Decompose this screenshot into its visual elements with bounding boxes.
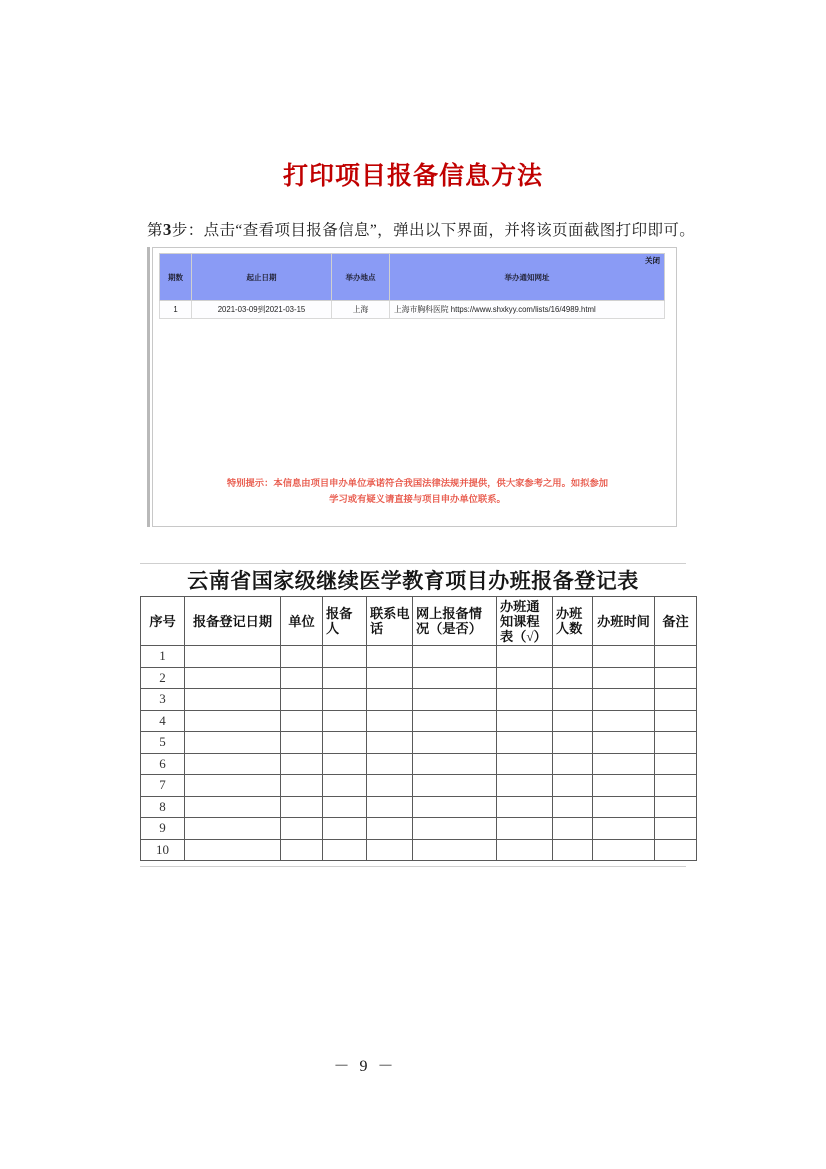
cell-empty[interactable] [413,710,497,732]
cell-period: 1 [160,301,192,319]
column-header-remarks: 备注 [655,597,697,646]
cell-empty[interactable] [553,710,593,732]
cell-empty[interactable] [593,710,655,732]
cell-empty[interactable] [413,646,497,668]
cell-index: 9 [141,818,185,840]
cell-empty[interactable] [323,667,367,689]
cell-empty[interactable] [593,796,655,818]
column-header-unit: 单位 [281,597,323,646]
table-row [141,818,697,840]
cell-empty[interactable] [497,689,553,711]
column-header-phone: 联系电话 [367,597,413,646]
table-row [141,753,697,775]
cell-index: 4 [141,710,185,732]
table-row [141,732,697,754]
screenshot-content [159,253,664,504]
column-header-date-range: 起止日期 [192,254,332,301]
step-prefix: 第 [147,222,163,239]
cell-empty[interactable] [553,689,593,711]
cell-empty[interactable] [367,646,413,668]
notice-lead: 特别提示： [226,478,274,488]
cell-empty[interactable] [367,710,413,732]
cell-date-range: 2021-03-09到2021-03-15 [192,301,332,319]
cell-empty[interactable] [323,753,367,775]
cell-empty[interactable] [185,775,281,797]
cell-empty[interactable] [553,818,593,840]
cell-empty[interactable] [367,732,413,754]
cell-empty[interactable] [553,839,593,861]
cell-empty[interactable] [323,689,367,711]
page-title: 打印项目报备信息方法 [282,162,543,190]
cell-empty[interactable] [323,710,367,732]
cell-empty[interactable] [185,732,281,754]
table-row [141,775,697,797]
cell-empty[interactable] [281,646,323,668]
cell-empty[interactable] [655,753,697,775]
registry-header-row [141,597,697,646]
cell-place: 上海 [332,301,390,319]
project-filing-table [159,253,665,319]
registry-top-rule [140,563,686,564]
step-number: 3 [162,220,172,239]
cell-empty[interactable] [281,796,323,818]
cell-empty[interactable] [367,775,413,797]
cell-empty[interactable] [413,818,497,840]
cell-empty[interactable] [593,775,655,797]
cell-empty[interactable] [185,753,281,775]
close-button[interactable]: 关闭 [645,256,660,265]
cell-empty[interactable] [497,839,553,861]
cell-empty[interactable] [281,732,323,754]
cell-empty[interactable] [281,775,323,797]
cell-empty[interactable] [413,689,497,711]
screenshot-panel [152,247,677,527]
cell-empty[interactable] [655,775,697,797]
registry-bottom-rule [140,866,686,867]
table-row [141,839,697,861]
cell-index: 6 [141,753,185,775]
cell-index: 1 [141,646,185,668]
table-row [141,646,697,668]
table-row [141,710,697,732]
cell-empty[interactable] [281,839,323,861]
cell-empty[interactable] [655,710,697,732]
registry-table [140,596,697,861]
cell-empty[interactable] [323,775,367,797]
panel-left-rule [147,247,150,527]
cell-empty[interactable] [655,732,697,754]
cell-empty[interactable] [367,839,413,861]
step-instruction [147,218,707,243]
cell-empty[interactable] [655,818,697,840]
cell-empty[interactable] [367,796,413,818]
cell-empty[interactable] [367,818,413,840]
cell-empty[interactable] [655,646,697,668]
cell-empty[interactable] [593,646,655,668]
column-header-index: 序号 [141,597,185,646]
cell-empty[interactable] [185,667,281,689]
cell-empty[interactable] [593,667,655,689]
column-header-class-time: 办班时间 [593,597,655,646]
cell-empty[interactable] [281,753,323,775]
cell-empty[interactable] [185,818,281,840]
special-notice [165,475,670,507]
cell-empty[interactable] [497,796,553,818]
column-header-url [390,254,665,301]
cell-empty[interactable] [413,775,497,797]
cell-empty[interactable] [553,796,593,818]
cell-empty[interactable] [655,796,697,818]
column-header-filing-date: 报备登记日期 [185,597,281,646]
cell-empty[interactable] [281,667,323,689]
notice-line-2: 学习或有疑义请直接与项目申办单位联系。 [329,494,506,504]
cell-empty[interactable] [593,689,655,711]
cell-empty[interactable] [593,839,655,861]
table-header-row [160,254,665,301]
cell-empty[interactable] [185,796,281,818]
column-header-notice-schedule: 办班通知课程表（√） [497,597,553,646]
column-header-period: 期数 [160,254,192,301]
cell-empty[interactable] [413,667,497,689]
cell-empty[interactable] [655,839,697,861]
page-number: － 9 － [333,1058,397,1075]
cell-index: 3 [141,689,185,711]
cell-index: 10 [141,839,185,861]
cell-empty[interactable] [497,667,553,689]
cell-empty[interactable] [323,818,367,840]
registry-title: 云南省国家级继续医学教育项目办班报备登记表 [187,569,639,593]
cell-empty[interactable] [497,710,553,732]
notice-line-1: 本信息由项目申办单位承诺符合我国法律法规并提供，供大家参考之用。如拟参加 [273,478,609,488]
cell-empty[interactable] [497,818,553,840]
column-header-url-label: 举办通知网址 [504,272,550,282]
column-header-attendees: 办班人数 [553,597,593,646]
table-row [160,301,665,319]
cell-index: 8 [141,796,185,818]
registry-body [141,646,697,861]
column-header-place: 举办地点 [332,254,390,301]
cell-url[interactable]: 上海市胸科医院 https://www.shxkyy.com/lists/16/4989.html [390,301,665,319]
cell-empty[interactable] [553,753,593,775]
cell-empty[interactable] [655,667,697,689]
cell-empty[interactable] [497,646,553,668]
cell-empty[interactable] [323,796,367,818]
cell-empty[interactable] [281,710,323,732]
cell-empty[interactable] [413,839,497,861]
cell-empty[interactable] [367,753,413,775]
cell-empty[interactable] [497,775,553,797]
cell-empty[interactable] [553,775,593,797]
table-row [141,796,697,818]
cell-empty[interactable] [413,732,497,754]
cell-index: 2 [141,667,185,689]
cell-empty[interactable] [281,689,323,711]
cell-empty[interactable] [593,753,655,775]
table-row [141,689,697,711]
step-text: 步：点击“查看项目报备信息”，弹出以下界面，并将该页面截图打印即可。 [171,222,696,239]
cell-empty[interactable] [367,689,413,711]
table-row [141,667,697,689]
cell-empty[interactable] [185,839,281,861]
cell-empty[interactable] [497,753,553,775]
cell-empty[interactable] [323,839,367,861]
cell-empty[interactable] [553,732,593,754]
cell-empty[interactable] [553,646,593,668]
column-header-online-filing: 网上报备情况（是否） [413,597,497,646]
cell-empty[interactable] [593,818,655,840]
cell-empty[interactable] [497,732,553,754]
cell-empty[interactable] [413,753,497,775]
cell-empty[interactable] [281,818,323,840]
cell-empty[interactable] [185,646,281,668]
cell-index: 5 [141,732,185,754]
cell-empty[interactable] [593,732,655,754]
cell-empty[interactable] [655,689,697,711]
cell-empty[interactable] [185,710,281,732]
cell-empty[interactable] [323,732,367,754]
cell-empty[interactable] [367,667,413,689]
cell-empty[interactable] [323,646,367,668]
cell-empty[interactable] [185,689,281,711]
cell-empty[interactable] [553,667,593,689]
cell-empty[interactable] [413,796,497,818]
column-header-filer: 报备人 [323,597,367,646]
cell-index: 7 [141,775,185,797]
